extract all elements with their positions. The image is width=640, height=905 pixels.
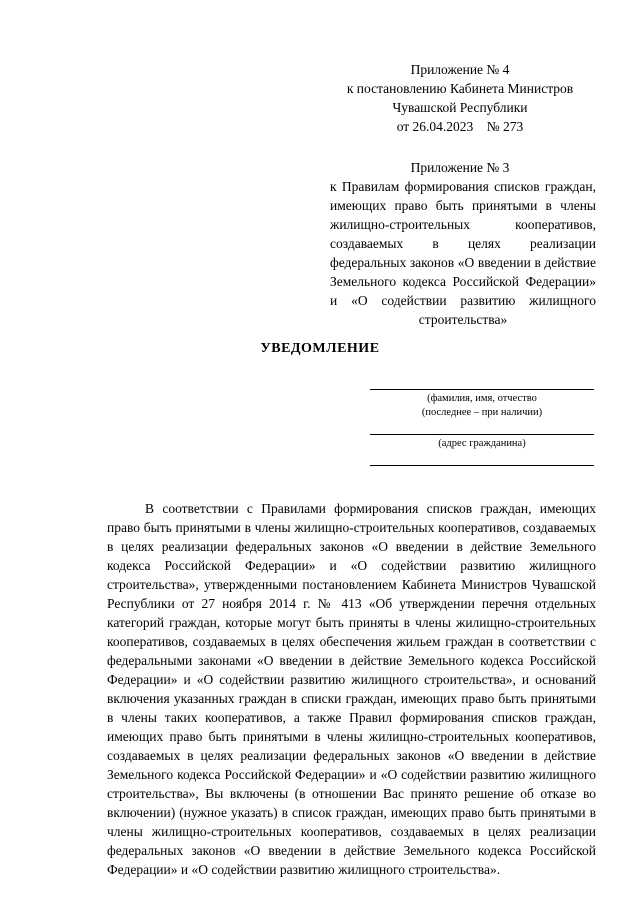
appendix-4-number: Приложение № 4 — [410, 62, 510, 77]
appendix-4-date: от 26.04.2023 № 273 — [396, 119, 524, 134]
name-field-label-line2: (последнее – при наличии) — [421, 407, 543, 418]
appendix-4-resolution: к постановлению Кабинета Министров — [346, 81, 574, 96]
appendix-4-header — [330, 60, 590, 136]
name-fill-line — [370, 389, 594, 390]
notice-title: УВЕДОМЛЕНИЕ — [260, 341, 380, 356]
notice-body-paragraph: В соответствии с Правилами формирования списков граждан, имеющих право быть принятыми в члены жилищно-строительных кооперативов, создаваемых в целях реализации федеральных законов «О введении в действие Земельного кодекса Российской Федерации» и «О содействии развитию жилищного строительства», утвержденными постановлением Кабинета Министров Чувашской Республики от 27 ноября 2014 г. № 413 «Об утверждении перечня отдельных категорий граждан, которые могут быть приняты в члены жилищно-строительных кооперативов, создаваемых в целях обеспечения жильем граждан в соответствии с федеральными законами «О введении в действие Земельного кодекса Российской Федерации» и «О содействии развитию жилищного строительства», и оснований включения указанных граждан в списки граждан, имеющих право быть принятыми в члены таких кооперативов, а также Правил формирования списков граждан, имеющих право быть принятыми в члены жилищно-строительных кооперативов, создаваемых в целях реализации федеральных законов «О введении в действие Земельного кодекса Российской Федерации» и «О содействии развитию жилищного строительства», Вы включены (в отношении Вас принято решение об отказе во включении) (нужное указать) в список граждан, имеющих право быть принятыми в члены жилищно-строительных кооперативов, создаваемых в целях реализации федеральных законов «О введении в действие Земельного кодекса Российской Федерации» и «О содействии развитию жилищного строительства». — [107, 501, 596, 877]
appendix-3-number: Приложение № 3 — [410, 160, 510, 175]
address-continuation-line — [370, 465, 594, 466]
appendix-3-reference: к Правилам формирования списков граждан, имеющих право быть принятыми в члены жилищно-строительных кооперативов, создаваемых в целях реализации федеральных законов «О введении в действие Земельного кодекса Российской Федерации» и «О содействии развитию жилищного строительства» — [330, 179, 596, 327]
appendix-4-republic: Чувашской Республики — [392, 100, 528, 115]
address-field-label: (адрес гражданина) — [438, 438, 526, 449]
name-field-label — [370, 392, 594, 420]
name-field-label-line1: (фамилия, имя, отчество — [427, 393, 537, 404]
address-fill-line — [370, 434, 594, 435]
